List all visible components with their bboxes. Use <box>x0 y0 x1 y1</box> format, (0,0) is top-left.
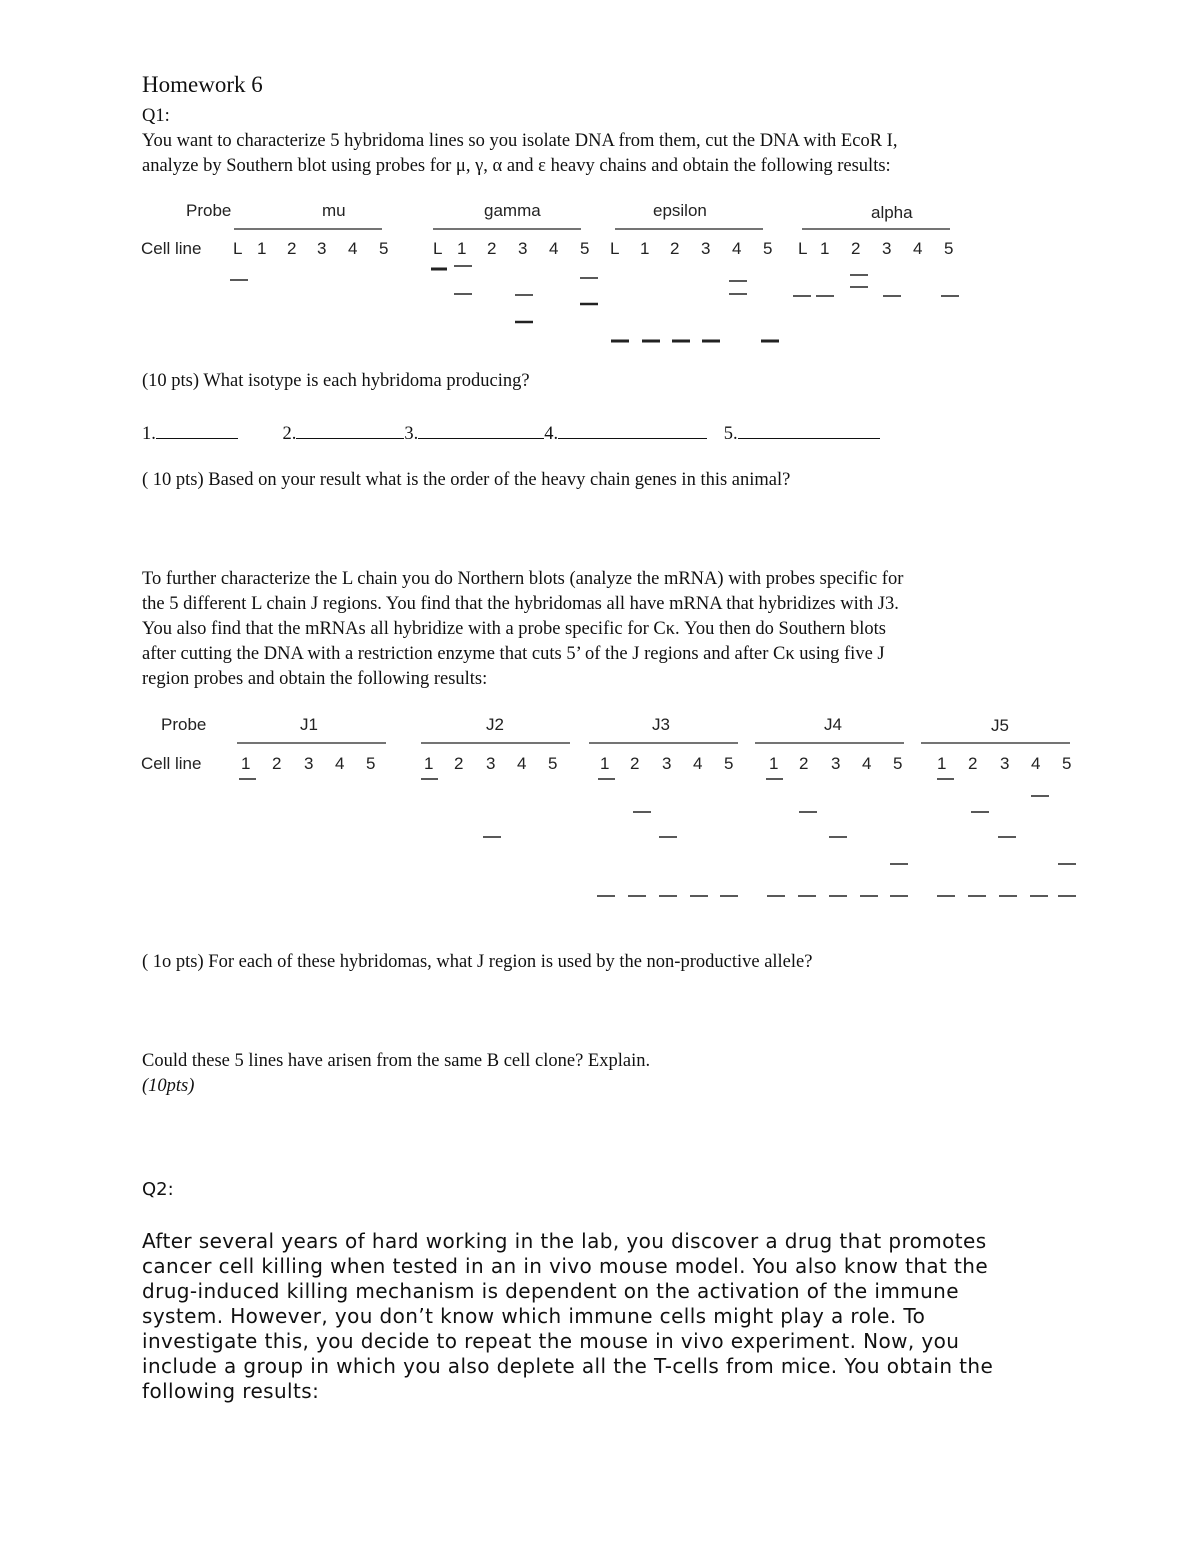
blot1-lanes-epsilon <box>610 239 772 258</box>
q2-line-1: After several years of hard working in the lab, you discover a drug that promotes <box>142 1229 987 1253</box>
blot1-lanes-mu <box>233 239 388 258</box>
lane-label: 4 <box>335 754 345 773</box>
question-same-clone-points: (10pts) <box>142 1076 195 1096</box>
answer-blank-2[interactable] <box>296 420 404 439</box>
answer-label-5: 5. <box>723 424 738 444</box>
lane-label: 2 <box>287 239 297 258</box>
q1-intro-line-1: You want to characterize 5 hybridoma lines so you isolate DNA from them, cut the DNA with EcoR I, <box>142 131 898 151</box>
lane-label: 1 <box>241 754 251 773</box>
q2-line-2: cancer cell killing when tested in an in vivo mouse model. You also know that the <box>142 1254 989 1278</box>
blot1-lanes-gamma <box>433 239 589 258</box>
lane-label: L <box>798 239 808 258</box>
question-same-clone: Could these 5 lines have arisen from the same B cell clone? Explain. <box>142 1051 651 1071</box>
lchain-line-4: after cutting the DNA with a restriction enzyme that cuts 5’ of the J regions and after Cκ using five J <box>142 644 885 664</box>
lane-label: 5 <box>1062 754 1072 773</box>
answer-label-1: 1. <box>142 424 156 444</box>
page-title: Homework 6 <box>142 72 263 97</box>
lane-label: 5 <box>763 239 773 258</box>
lane-label: 4 <box>348 239 358 258</box>
question-heavy-chain-order: ( 10 pts) Based on your result what is the order of the heavy chain genes in this animal? <box>142 470 791 490</box>
blot2-probe-j2: J2 <box>486 715 504 734</box>
lane-label: 3 <box>882 239 892 258</box>
q1-label: Q1: <box>142 106 170 126</box>
blot2-lanes-j5 <box>937 754 1071 773</box>
lane-label: 1 <box>820 239 830 258</box>
lane-label: 3 <box>304 754 314 773</box>
lane-label: 1 <box>457 239 467 258</box>
lane-label: 5 <box>379 239 389 258</box>
q2-line-5: investigate this, you decide to repeat the mouse in vivo experiment. Now, you <box>142 1329 960 1353</box>
lane-label: 3 <box>831 754 841 773</box>
blot2-bands <box>239 779 1076 896</box>
answer-blank-4[interactable] <box>558 420 707 439</box>
j-region-southern-blot <box>0 700 1200 910</box>
lane-label: 2 <box>272 754 282 773</box>
blot2-lanes-j3 <box>600 754 733 773</box>
blot1-bands <box>230 266 959 341</box>
lane-label: 4 <box>549 239 559 258</box>
blot1-probe-mu: mu <box>322 201 346 220</box>
lane-label: 5 <box>366 754 376 773</box>
q2-label: Q2: <box>142 1179 174 1200</box>
lchain-line-3: You also find that the mRNAs all hybridize with a probe specific for Cκ. You then do Southern blots <box>142 619 886 639</box>
q2-line-4: system. However, you don’t know which immune cells might play a role. To <box>142 1304 926 1328</box>
lane-label: 2 <box>454 754 464 773</box>
answer-label-3: 3. <box>404 424 419 444</box>
lchain-line-2: the 5 different L chain J regions. You find that the hybridomas all have mRNA that hybridizes with J3. <box>142 594 899 614</box>
blot2-probe-j4: J4 <box>824 715 842 734</box>
blot2-probe-label: Probe <box>161 715 207 734</box>
q1-intro-line-2: analyze by Southern blot using probes for μ, γ, α and ε heavy chains and obtain the following results: <box>142 156 891 176</box>
blot2-lanes-j1 <box>241 754 375 773</box>
question-nonproductive-allele: ( 1o pts) For each of these hybridomas, what J region is used by the non-productive allele? <box>142 952 813 972</box>
blot1-probe-gamma: gamma <box>484 201 541 220</box>
lane-label: 5 <box>944 239 954 258</box>
answer-label-4: 4. <box>544 424 559 444</box>
lane-label: 4 <box>862 754 872 773</box>
answer-blank-1[interactable] <box>156 420 238 439</box>
lane-label: 3 <box>486 754 496 773</box>
lane-label: 5 <box>724 754 734 773</box>
blot2-lanes-j2 <box>424 754 557 773</box>
lane-label: 3 <box>1000 754 1010 773</box>
blot2-probe-j1: J1 <box>300 715 318 734</box>
blot1-probe-epsilon: epsilon <box>653 201 707 220</box>
heavy-chain-southern-blot <box>0 190 1200 360</box>
lane-label: 3 <box>662 754 672 773</box>
lane-label: L <box>433 239 443 258</box>
blot2-probe-j3: J3 <box>652 715 670 734</box>
lane-label: 2 <box>968 754 978 773</box>
lane-label: 1 <box>424 754 434 773</box>
answer-label-2: 2. <box>282 424 297 444</box>
lane-label: 4 <box>913 239 923 258</box>
lane-label: 5 <box>893 754 903 773</box>
lane-label: 4 <box>1031 754 1041 773</box>
lane-label: 3 <box>317 239 327 258</box>
lchain-line-5: region probes and obtain the following results: <box>142 669 488 689</box>
q2-line-3: drug-induced killing mechanism is dependent on the activation of the immune <box>142 1279 959 1303</box>
blot1-probe-label: Probe <box>186 201 232 220</box>
q2-line-7: following results: <box>142 1379 320 1403</box>
lane-label: 1 <box>257 239 267 258</box>
blot1-cell-line-label: Cell line <box>141 239 202 258</box>
lane-label: 1 <box>937 754 947 773</box>
lane-label: 1 <box>600 754 610 773</box>
blot2-cell-line-label: Cell line <box>141 754 202 773</box>
lane-label: 2 <box>630 754 640 773</box>
lane-label: 2 <box>851 239 861 258</box>
lane-label: 2 <box>799 754 809 773</box>
blot2-probe-j5: J5 <box>991 716 1009 735</box>
lane-label: L <box>233 239 243 258</box>
lane-label: 4 <box>517 754 527 773</box>
lane-label: 2 <box>487 239 497 258</box>
answer-blank-3[interactable] <box>418 420 544 439</box>
blot2-lanes-j4 <box>769 754 902 773</box>
lane-label: 5 <box>580 239 590 258</box>
lane-label: 4 <box>732 239 742 258</box>
lane-label: 2 <box>670 239 680 258</box>
q2-body <box>142 1229 993 1404</box>
lane-label: 1 <box>640 239 650 258</box>
lane-label: 4 <box>693 754 703 773</box>
q2-line-6: include a group in which you also deplete all the T-cells from mice. You obtain the <box>142 1354 994 1378</box>
lane-label: 3 <box>518 239 528 258</box>
lane-label: 1 <box>769 754 779 773</box>
isotype-answer-row <box>142 420 880 445</box>
lane-label: 5 <box>548 754 558 773</box>
lane-label: L <box>610 239 620 258</box>
lchain-line-1: To further characterize the L chain you do Northern blots (analyze the mRNA) with probes specific for <box>142 569 904 589</box>
answer-blank-5[interactable] <box>738 420 880 439</box>
lane-label: 3 <box>701 239 711 258</box>
blot1-lanes-alpha <box>798 239 953 258</box>
blot1-probe-alpha: alpha <box>871 203 913 222</box>
question-isotype: (10 pts) What isotype is each hybridoma producing? <box>142 371 530 391</box>
